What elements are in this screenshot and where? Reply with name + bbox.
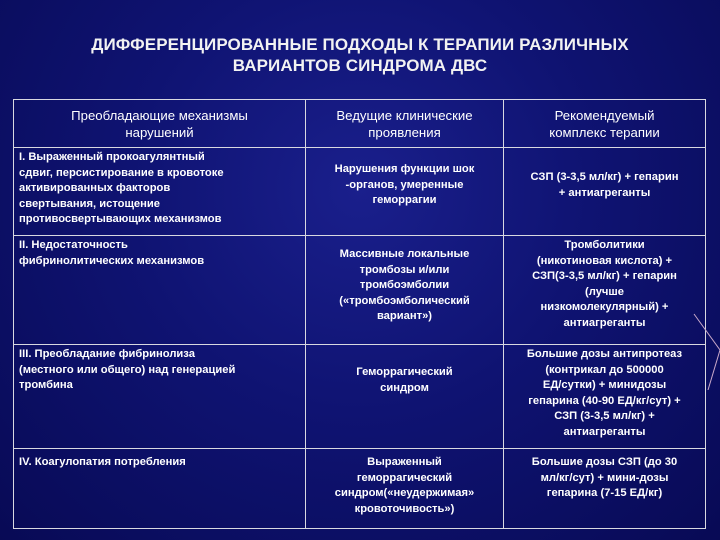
therapy-cell: Большие дозы СЗП (до 30 мл/кг/сут) + мини-дозы гепарина (7-15 ЕД/кг)	[504, 449, 706, 529]
table-row	[14, 345, 706, 449]
header-clinical: Ведущие клинические проявления	[306, 100, 504, 148]
therapy-cell: Тромболитики (никотиновая кислота) + СЗП(3-3,5 мл/кг) + гепарин (лучше низкомолекулярный) + антиагреганты	[504, 236, 706, 345]
clinical-cell: Геморрагический синдром	[306, 345, 504, 449]
header-mechanisms: Преобладающие механизмы нарушений	[14, 100, 306, 148]
therapy-table	[13, 99, 706, 529]
therapy-cell: СЗП (3-3,5 мл/кг) + гепарин + антиагреганты	[504, 148, 706, 236]
clinical-cell: Нарушения функции шок -органов, умеренные геморрагии	[306, 148, 504, 236]
mechanism-cell: III. Преобладание фибринолиза (местного или общего) над генерацией тромбина	[14, 345, 306, 449]
mechanism-cell: II. Недостаточность фибринолитических механизмов	[14, 236, 306, 345]
therapy-cell: Большие дозы антипротеаз (контрикал до 500000 ЕД/сутки) + минидозы гепарина (40-90 ЕД/кг/сут) + СЗП (3-3,5 мл/кг) + антиагреганты	[504, 345, 706, 449]
clinical-cell: Выраженный геморрагический синдром(«неудержимая» кровоточивость»)	[306, 449, 504, 529]
table-row	[14, 148, 706, 236]
decorative-line	[690, 310, 720, 390]
mechanism-cell: IV. Коагулопатия потребления	[14, 449, 306, 529]
mechanism-cell: I. Выраженный прокоагулянтный сдвиг, персистирование в кровотоке активированных факторов свертывания, истощение противосвертывающих механизмов	[14, 148, 306, 236]
clinical-cell: Массивные локальные тромбозы и/или тромбоэмболии («тромбоэмболический вариант»)	[306, 236, 504, 345]
title-line-2: ВАРИАНТОВ СИНДРОМА ДВС	[232, 56, 488, 75]
header-therapy: Рекомендуемый комплекс терапии	[504, 100, 706, 148]
table-header-row	[14, 100, 706, 148]
slide-title	[20, 34, 700, 76]
title-line-1: ДИФФЕРЕНЦИРОВАННЫЕ ПОДХОДЫ К ТЕРАПИИ РАЗЛИЧНЫХ	[91, 35, 629, 54]
table-row	[14, 449, 706, 529]
table-row	[14, 236, 706, 345]
